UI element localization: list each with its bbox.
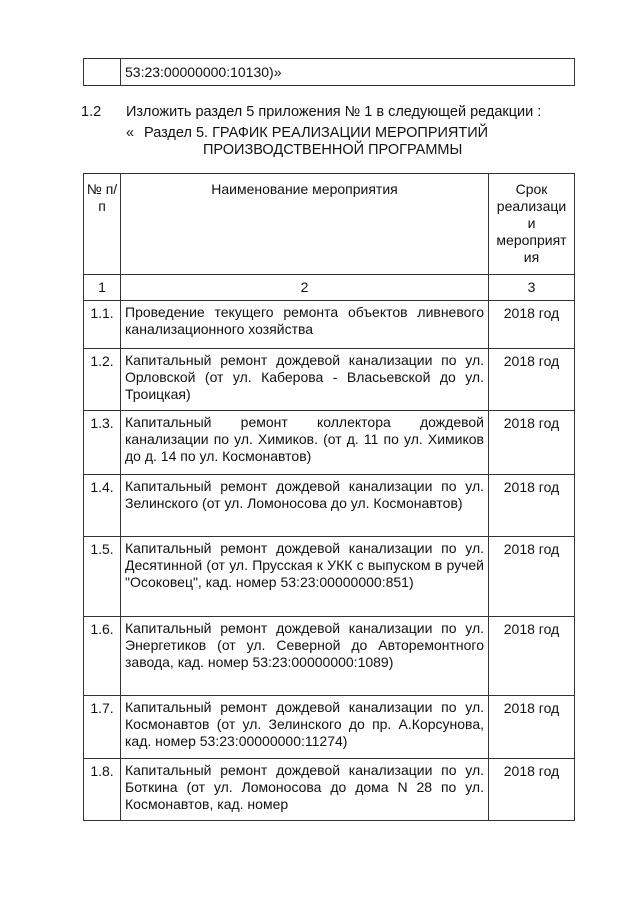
section-number: 1.2: [81, 104, 102, 120]
section-title-continued: ПРОИЗВОДСТВЕННОЙ ПРОГРАММЫ: [203, 142, 463, 158]
schedule-table: [83, 173, 575, 821]
row-term: 2018 год: [489, 617, 575, 696]
continued-table: [83, 58, 575, 86]
header-term: Срок реализаци и мероприят ия: [489, 174, 575, 275]
row-num: 1.3.: [84, 411, 121, 475]
row-name: Капитальный ремонт дождевой канализации по ул. Боткина (от ул. Ломоносова до дома N 28 по ул. Космонавтов, кад. номер: [121, 759, 489, 821]
row-num: 1.7.: [84, 696, 121, 759]
table-row: [84, 411, 575, 475]
table-index-row: [84, 275, 575, 301]
header-name: Наименование мероприятия: [121, 174, 489, 275]
row-term: 2018 год: [489, 696, 575, 759]
table-header-row: [84, 174, 575, 275]
row-name: Капитальный ремонт дождевой канализации по ул. Орловской (от ул. Каберова - Власьевской до ул. Троицкая): [121, 349, 489, 411]
table-row: [84, 475, 575, 537]
row-name: Проведение текущего ремонта объектов ливневого канализационного хозяйства: [121, 301, 489, 349]
index-cell: 1: [84, 275, 121, 301]
row-name: Капитальный ремонт дождевой канализации по ул. Космонавтов (от ул. Зелинского до пр. А.Корсунова, кад. номер 53:23:00000000:11274): [121, 696, 489, 759]
row-name: Капитальный ремонт дождевой канализации по ул. Энергетиков (от ул. Северной до Авторемонтного завода, кад. номер 53:23:00000000:1089): [121, 617, 489, 696]
row-num: 1.5.: [84, 537, 121, 617]
table-row: [84, 617, 575, 696]
table-cell-text: 53:23:00000000:10130)»: [121, 59, 575, 86]
row-num: 1.4.: [84, 475, 121, 537]
row-num: 1.8.: [84, 759, 121, 821]
header-num: № п/п: [84, 174, 121, 275]
table-row: [84, 59, 575, 86]
table-row: [84, 301, 575, 349]
row-term: 2018 год: [489, 475, 575, 537]
row-term: 2018 год: [489, 411, 575, 475]
index-cell: 3: [489, 275, 575, 301]
index-cell: 2: [121, 275, 489, 301]
row-num: 1.1.: [84, 301, 121, 349]
opening-quote: «: [126, 125, 135, 141]
row-name: Капитальный ремонт дождевой канализации по ул. Десятинной (от ул. Прусская к УКК с выпуском в ручей "Осоковец", кад. номер 53:23:00000000:851): [121, 537, 489, 617]
row-name: Капитальный ремонт дождевой канализации по ул. Зелинского (от ул. Ломоносова до ул. Космонавтов): [121, 475, 489, 537]
section-instruction: Изложить раздел 5 приложения № 1 в следующей редакции :: [126, 104, 542, 120]
table-cell-empty: [84, 59, 121, 86]
table-row: [84, 759, 575, 821]
table-row: [84, 349, 575, 411]
table-row: [84, 696, 575, 759]
section-title: Раздел 5. ГРАФИК РЕАЛИЗАЦИИ МЕРОПРИЯТИЙ: [144, 125, 489, 141]
row-term: 2018 год: [489, 759, 575, 821]
table-row: [84, 537, 575, 617]
row-name: Капитальный ремонт коллектора дождевой канализации по ул. Химиков. (от д. 11 по ул. Химиков до д. 14 по ул. Космонавтов): [121, 411, 489, 475]
row-term: 2018 год: [489, 537, 575, 617]
row-term: 2018 год: [489, 349, 575, 411]
row-num: 1.6.: [84, 617, 121, 696]
row-term: 2018 год: [489, 301, 575, 349]
row-num: 1.2.: [84, 349, 121, 411]
